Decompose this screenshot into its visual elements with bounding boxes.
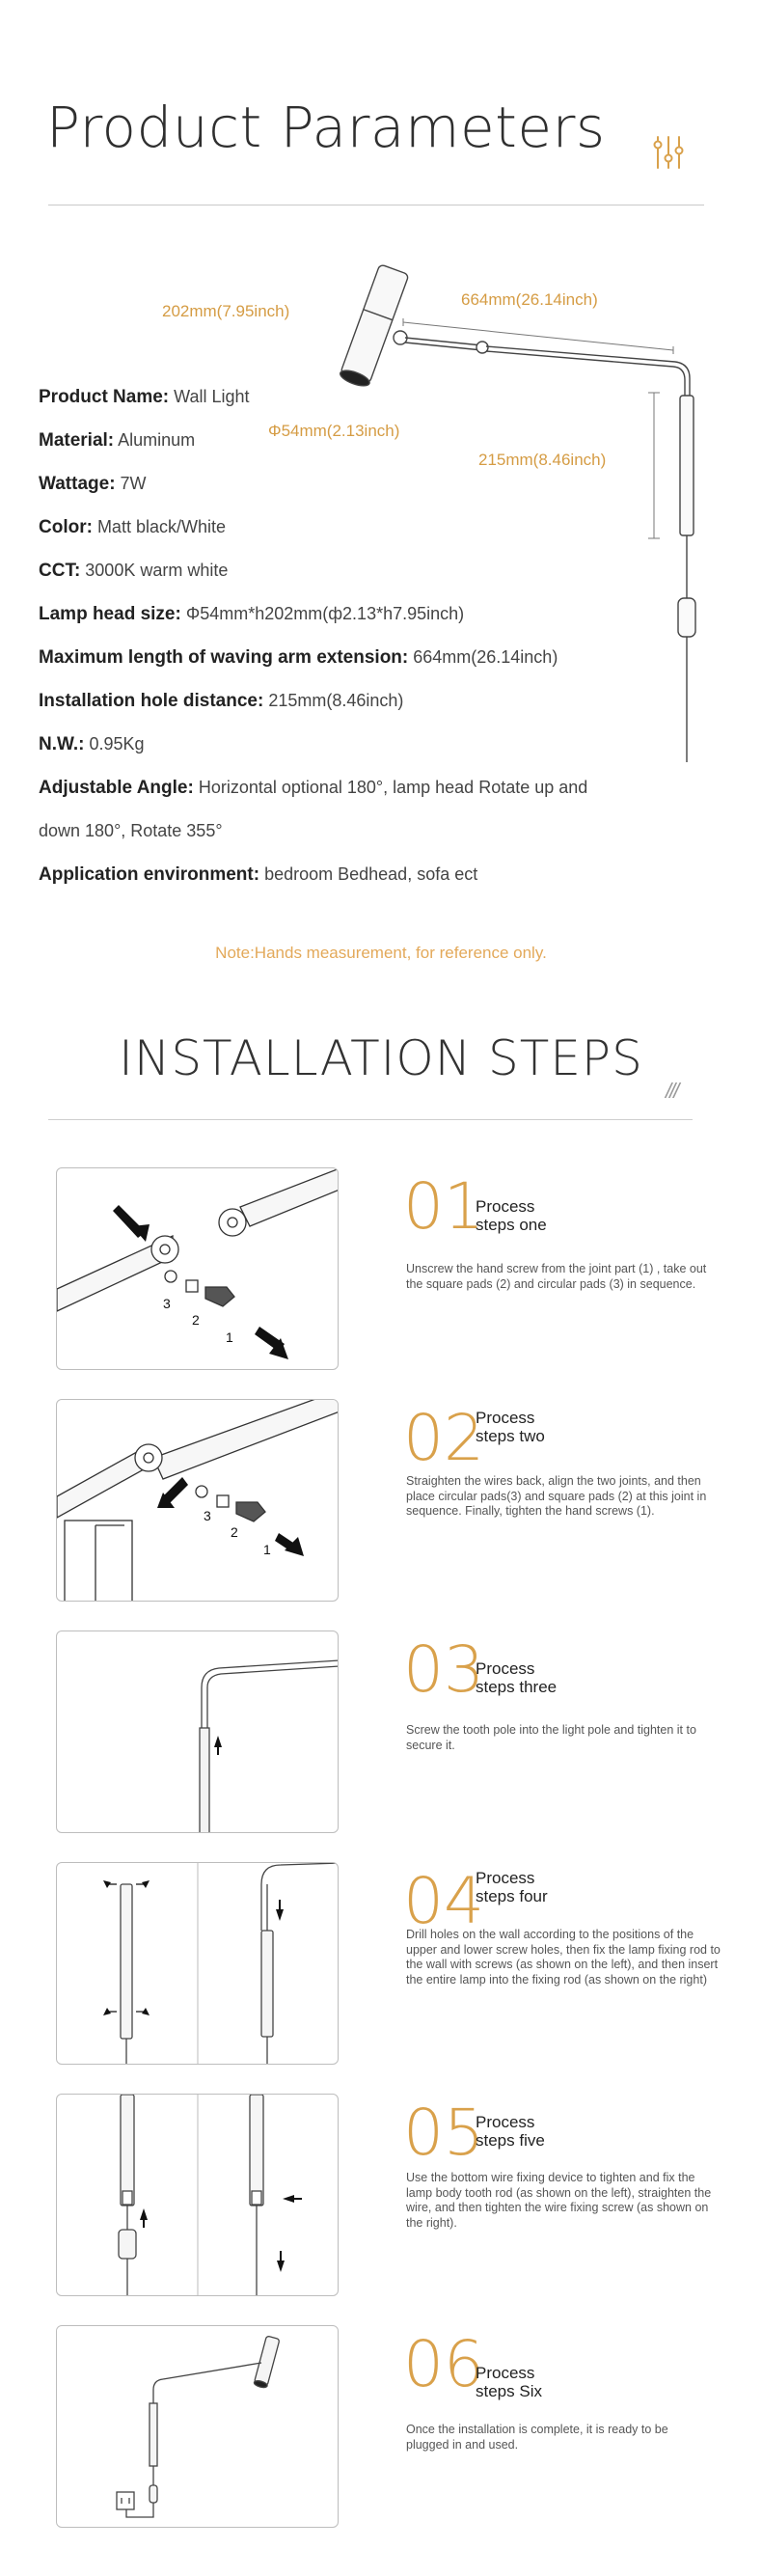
spec-adjustable-angle-cont: down 180°, Rotate 355°: [39, 821, 223, 840]
lamp-diagram: [289, 260, 743, 762]
dim-hole-distance: 215mm(8.46inch): [478, 451, 607, 469]
step-6-number: 06: [403, 2327, 484, 2401]
dim-head-diameter: Φ54mm(2.13inch): [268, 422, 400, 440]
step-4-description: Drill holes on the wall according to the positions of the upper and lower screw holes, then fix the lamp fixing rod to the wall with screws (as shown on the left), and then insert the entire lamp into the fixing rod (as shown on the right): [406, 1928, 721, 1987]
spec-hole-distance: Installation hole distance: 215mm(8.46inch): [39, 691, 404, 711]
step-5-label-line2: steps five: [476, 2131, 545, 2150]
step-4-illustration: [56, 1862, 339, 2065]
installation-title: INSTALLATION STEPS: [119, 1030, 643, 1086]
spec-wattage: Wattage: 7W: [39, 474, 147, 494]
spec-lamp-head-size: Lamp head size: Φ54mm*h202mm(ф2.13*h7.95inch): [39, 604, 465, 624]
step-3-label-line1: Process: [476, 1659, 535, 1678]
step-4-label-line1: Process: [476, 1869, 535, 1887]
step-3-label-line2: steps three: [476, 1678, 558, 1696]
dim-head-length: 202mm(7.95inch): [162, 302, 290, 320]
spec-material: Material: Aluminum: [39, 430, 196, 451]
part-2-label: 2: [231, 1524, 238, 1540]
spec-adjustable-angle: Adjustable Angle: Horizontal optional 180°, lamp head Rotate up and: [39, 778, 588, 798]
step-6-label-line1: Process: [476, 2364, 535, 2382]
header-divider: [48, 205, 704, 206]
spec-product-name: Product Name: Wall Light: [39, 387, 250, 407]
installation-divider: [48, 1119, 693, 1120]
step-3-description: Screw the tooth pole into the light pole and tighten it to secure it.: [406, 1723, 696, 1752]
part-1-label: 1: [263, 1542, 271, 1557]
step-1-description: Unscrew the hand screw from the joint part (1) , take out the square pads (2) and circular pads (3) in sequence.: [406, 1262, 707, 1291]
step-4-label-line2: steps four: [476, 1887, 548, 1905]
step-6-label-line2: steps Six: [476, 2382, 542, 2400]
step-5-number: 05: [403, 2096, 484, 2170]
spec-color: Color: Matt black/White: [39, 517, 226, 537]
step-5-illustration: [56, 2094, 339, 2296]
page-title: Product Parameters: [46, 95, 606, 160]
sliders-icon: [652, 133, 685, 172]
step-2-description: Straighten the wires back, align the two joints, and then place circular pads(3) and square pads (2) at this joint in sequence. Finally, tighten the hand screws (1).: [406, 1474, 707, 1519]
step-2-label-line2: steps two: [476, 1427, 545, 1445]
step-1-number: 01: [403, 1169, 484, 1244]
spec-cct: CCT: 3000K warm white: [39, 561, 229, 581]
step-6-description: Once the installation is complete, it is ready to be plugged in and used.: [406, 2423, 668, 2452]
spec-application: Application environment: bedroom Bedhead, sofa ect: [39, 864, 478, 885]
part-2-label: 2: [192, 1312, 200, 1328]
step-2-number: 02: [403, 1401, 484, 1475]
step-1-label-line2: steps one: [476, 1216, 547, 1234]
dim-arm-length: 664mm(26.14inch): [461, 290, 598, 309]
decor-slashes: ///: [666, 1079, 678, 1103]
step-3-number: 03: [403, 1632, 484, 1707]
step-1-label-line1: Process: [476, 1197, 535, 1216]
step-1-illustration: [56, 1167, 339, 1370]
part-1-label: 1: [226, 1329, 233, 1345]
step-5-label-line1: Process: [476, 2113, 535, 2131]
step-5-description: Use the bottom wire fixing device to tighten and fix the lamp body tooth rod (as shown on the left), straighten the wire, and then tighten the wire fixing screw (as shown on the right).: [406, 2171, 712, 2230]
spec-arm-extension: Maximum length of waving arm extension: 664mm(26.14inch): [39, 647, 558, 668]
step-6-illustration: [56, 2325, 339, 2528]
part-3-label: 3: [163, 1296, 171, 1311]
step-4-number: 04: [403, 1864, 484, 1938]
step-2-illustration: [56, 1399, 339, 1602]
step-2-label-line1: Process: [476, 1409, 535, 1427]
spec-weight: N.W.: 0.95Kg: [39, 734, 145, 754]
step-3-illustration: [56, 1631, 339, 1833]
measurement-note: Note:Hands measurement, for reference only.: [215, 944, 547, 962]
part-3-label: 3: [204, 1508, 211, 1523]
